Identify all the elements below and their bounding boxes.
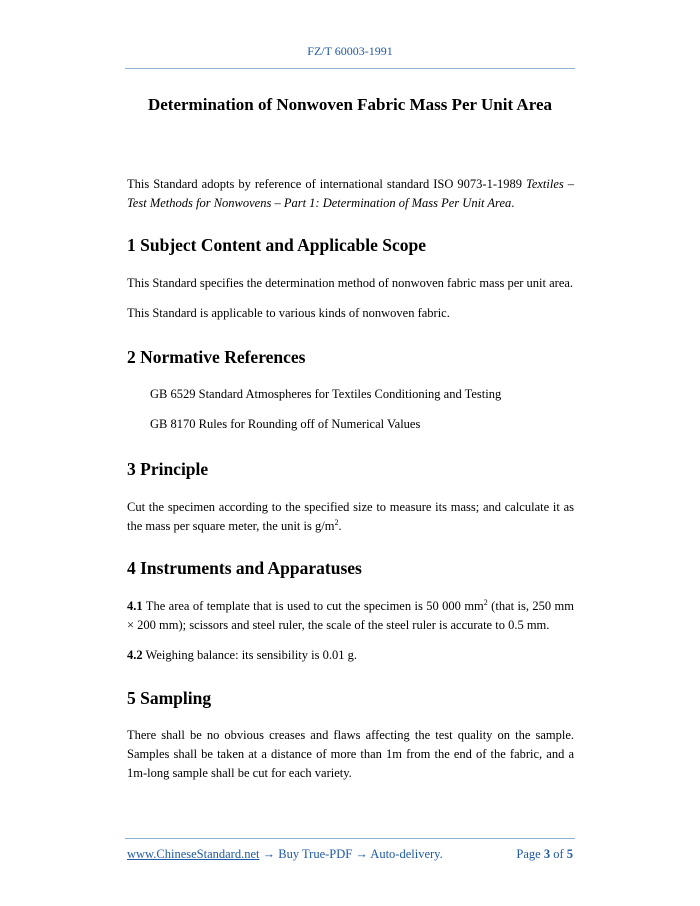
section-3-sup: 2 bbox=[334, 517, 339, 527]
item-4-1-text-b: (that is, 250 mm × 200 mm); scissors and steel ruler, the scale of the steel ruler is accurate to 0.5 mm. bbox=[127, 599, 574, 632]
section-2-heading: 2 Normative References bbox=[127, 347, 306, 367]
section-3-text: Cut the specimen according to the specified size to measure its mass; and calculate it as the mass per square meter, the unit is g/m bbox=[127, 500, 574, 533]
section-5-paragraph: There shall be no obvious creases and flaws affecting the test quality on the sample. Samples shall be taken at a distance of more than 1m from the end of the fabric, and a 1m-long sample shall be cut for each variety. bbox=[127, 728, 574, 780]
footer-promo bbox=[127, 847, 443, 862]
header-divider bbox=[125, 68, 575, 69]
footer-site-link[interactable]: www.ChineseStandard.net bbox=[127, 847, 260, 861]
item-4-2-number: 4.2 bbox=[127, 648, 143, 662]
page-total: 5 bbox=[566, 847, 573, 861]
reference-item-1: GB 6529 Standard Atmospheres for Textiles Conditioning and Testing bbox=[150, 387, 502, 401]
intro-italic-title: Textiles – Test Methods for Nonwovens – Part 1: Determination of Mass Per Unit Area bbox=[127, 177, 575, 210]
intro-text: This Standard adopts by reference of international standard ISO 9073-1-1989 bbox=[127, 177, 527, 191]
section-5-heading: 5 Sampling bbox=[127, 688, 212, 708]
page-of: of bbox=[553, 847, 564, 861]
reference-item-2: GB 8170 Rules for Rounding off of Numerical Values bbox=[150, 417, 421, 431]
section-3-paragraph bbox=[127, 498, 574, 536]
section-4-heading: 4 Instruments and Apparatuses bbox=[127, 558, 362, 578]
item-4-1 bbox=[127, 597, 574, 635]
section-3-end: . bbox=[338, 519, 342, 533]
section-1-para-1: This Standard specifies the determination method of nonwoven fabric mass per unit area. bbox=[127, 276, 574, 290]
item-4-1-sup: 2 bbox=[483, 597, 488, 607]
page-current: 3 bbox=[543, 847, 551, 861]
section-3-heading: 3 Principle bbox=[127, 459, 209, 479]
intro-paragraph bbox=[127, 175, 574, 213]
section-1-heading: 1 Subject Content and Applicable Scope bbox=[127, 235, 426, 255]
footer-divider bbox=[125, 838, 575, 839]
header-doc-id: FZ/T 60003-1991 bbox=[307, 44, 393, 58]
item-4-1-number: 4.1 bbox=[127, 599, 143, 613]
footer-promo-text: → Buy True-PDF → Auto-delivery. bbox=[259, 847, 443, 861]
page-title: Determination of Nonwoven Fabric Mass Per Unit Area bbox=[147, 95, 552, 114]
item-4-1-text-a: The area of template that is used to cut the specimen is 50 000 mm bbox=[142, 599, 484, 613]
page-label: Page bbox=[516, 847, 541, 861]
section-1-para-2: This Standard is applicable to various kinds of nonwoven fabric. bbox=[127, 306, 450, 320]
item-4-2-text: Weighing balance: its sensibility is 0.01 g. bbox=[142, 648, 357, 662]
intro-end: . bbox=[511, 196, 515, 210]
item-4-2 bbox=[127, 646, 574, 665]
page-number bbox=[516, 847, 573, 862]
